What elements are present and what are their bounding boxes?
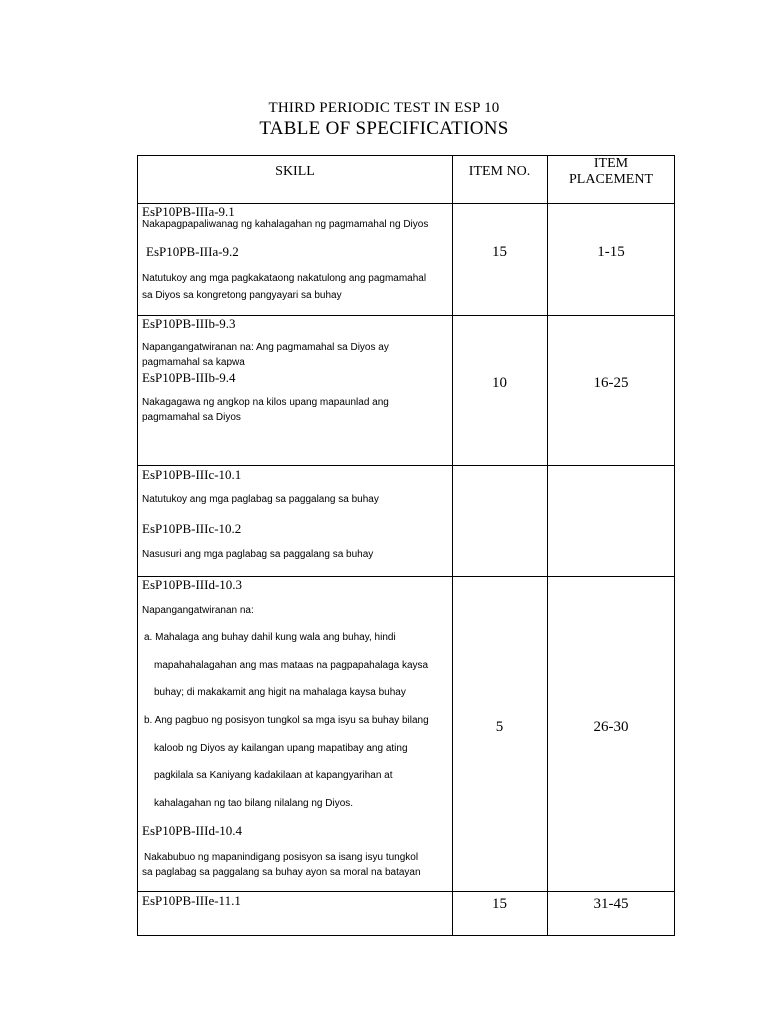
header-item-placement-line1: ITEM xyxy=(593,156,629,171)
competency-code: EsP10PB-IIId-10.4 xyxy=(142,823,243,838)
placement-cell: 31-45 xyxy=(593,896,629,912)
item-no-cell: 15 xyxy=(492,244,507,260)
competency-description: Natutukoy ang mga pagkakataong nakatulong ang pagmamahal xyxy=(142,273,427,284)
placement-cell: 26-30 xyxy=(593,719,629,735)
document-subtitle: TABLE OF SPECIFICATIONS xyxy=(259,118,509,139)
competency-code: EsP10PB-IIIb-9.3 xyxy=(142,316,236,331)
column-divider xyxy=(452,156,453,935)
competency-code: EsP10PB-IIIe-11.1 xyxy=(142,893,241,908)
competency-description: buhay; di makakamit ang higit na mahalaga kaysa buhay xyxy=(154,687,406,698)
header-item-placement-line2: PLACEMENT xyxy=(569,172,653,187)
competency-description: kahalagahan ng tao bilang nilalang ng Diyos. xyxy=(154,798,354,809)
competency-code: EsP10PB-IIIb-9.4 xyxy=(142,370,236,385)
competency-code: EsP10PB-IIIa-9.2 xyxy=(146,244,239,259)
competency-description: Napangangatwiranan na: xyxy=(142,605,254,616)
placement-cell: 1-15 xyxy=(597,244,625,260)
competency-description: pagmamahal sa kapwa xyxy=(142,357,245,368)
header-item-placement xyxy=(547,156,675,188)
row-divider xyxy=(138,465,674,466)
competency-description: b. Ang pagbuo ng posisyon tungkol sa mga isyu sa buhay bilang xyxy=(144,715,429,726)
competency-description: Nakapagpapaliwanag ng kahalagahan ng pagmamahal ng Diyos xyxy=(142,219,429,230)
header-skill: SKILL xyxy=(275,164,315,179)
document-title: THIRD PERIODIC TEST IN ESP 10 xyxy=(268,100,500,116)
specifications-table xyxy=(137,155,675,936)
competency-description: sa paglabag sa paggalang sa buhay ayon sa moral na batayan xyxy=(142,867,421,878)
competency-code: EsP10PB-IIIc-10.2 xyxy=(142,521,242,536)
row-divider xyxy=(138,891,674,892)
competency-description: Nakagagawa ng angkop na kilos upang mapaunlad ang xyxy=(142,397,389,408)
item-no-cell: 10 xyxy=(492,375,507,391)
competency-code: EsP10PB-IIIc-10.1 xyxy=(142,467,242,482)
competency-description: Natutukoy ang mga paglabag sa paggalang sa buhay xyxy=(142,494,379,505)
competency-description: kaloob ng Diyos ay kailangan upang mapatibay ang ating xyxy=(154,743,408,754)
competency-description: pagkilala sa Kaniyang kadakilaan at kapangyarihan at xyxy=(154,770,393,781)
column-divider xyxy=(547,156,548,935)
placement-cell: 16-25 xyxy=(593,375,629,391)
competency-description: Nasusuri ang mga paglabag sa paggalang sa buhay xyxy=(142,549,374,560)
competency-description: Napangangatwiranan na: Ang pagmamahal sa Diyos ay xyxy=(142,342,389,353)
competency-description: a. Mahalaga ang buhay dahil kung wala ang buhay, hindi xyxy=(144,632,396,643)
competency-description: sa Diyos sa kongretong pangyayari sa buhay xyxy=(142,290,342,301)
competency-description: Nakabubuo ng mapanindigang posisyon sa isang isyu tungkol xyxy=(144,852,419,863)
item-no-cell: 15 xyxy=(492,896,507,912)
competency-description: mapahahalagahan ang mas mataas na pagpapahalaga kaysa xyxy=(154,660,429,671)
competency-code: EsP10PB-IIIa-9.1 xyxy=(142,204,235,219)
item-no-cell: 5 xyxy=(495,719,504,735)
competency-description: pagmamahal sa Diyos xyxy=(142,412,241,423)
header-item-no: ITEM NO. xyxy=(468,164,531,179)
competency-code: EsP10PB-IIId-10.3 xyxy=(142,577,243,592)
